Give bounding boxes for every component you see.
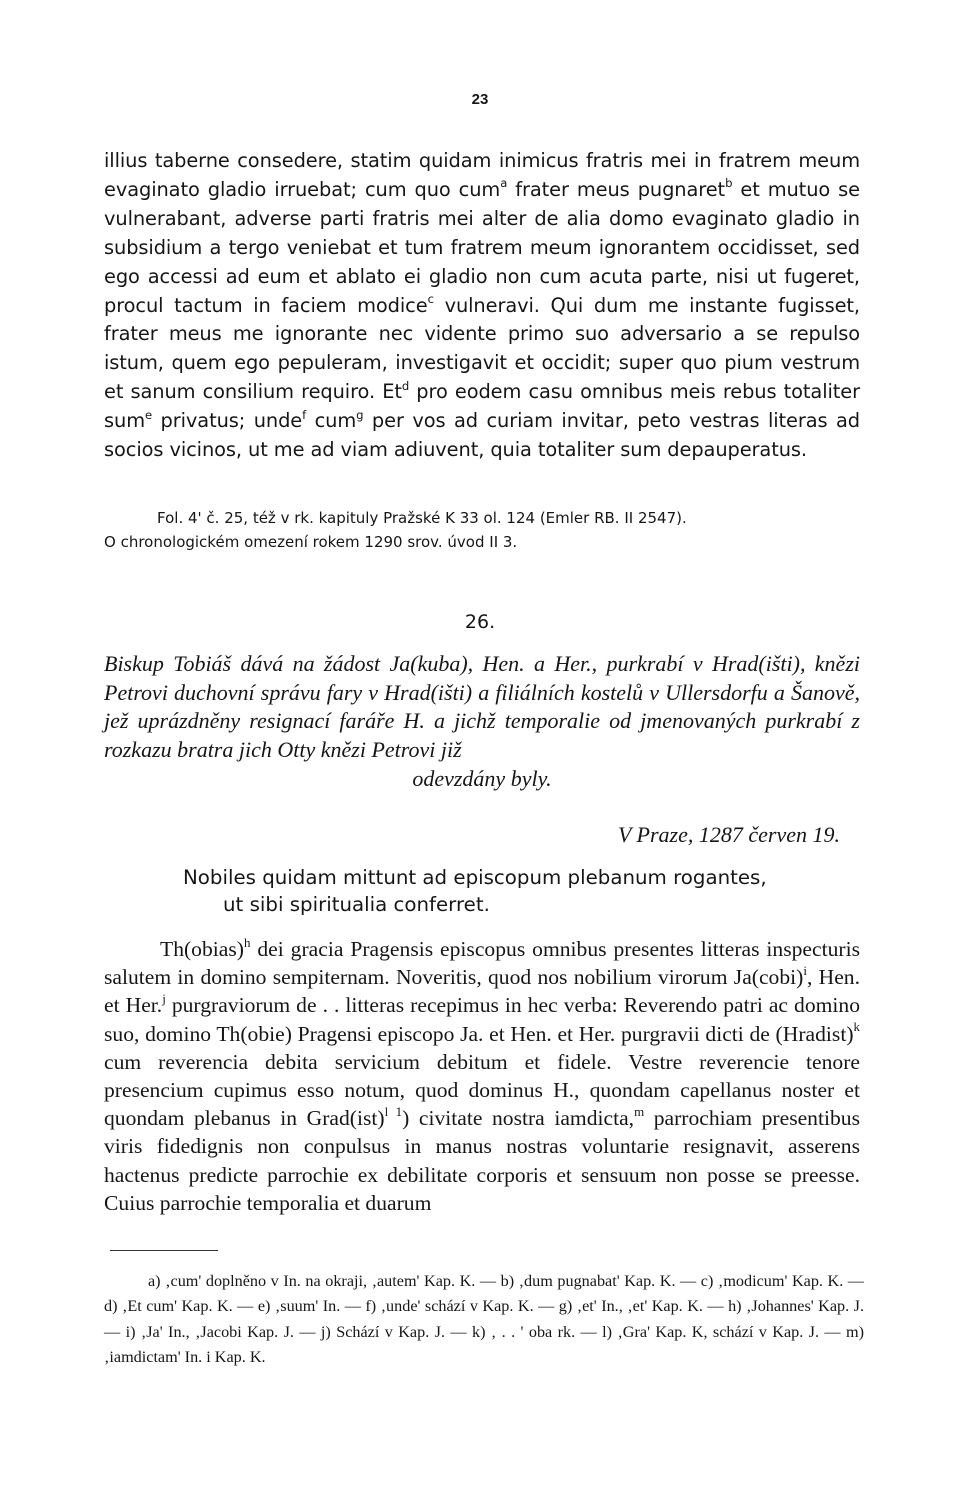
footnote-mark: f <box>302 407 307 422</box>
regest-text-end: odevzdány byly. <box>412 765 552 791</box>
source-note-line: Fol. 4' č. 25, též v rk. kapituly Pražské K 33 ol. 124 (Emler RB. II 2547). <box>157 509 687 527</box>
text-run: ) civitate nostra iamdicta, <box>402 1106 635 1131</box>
text-run: vulneravi. Qui dum me instante fugisset, frater meus me ignorante nec vidente primo suo adversario a se repulso istum, quem ego pepuleram, investigavit et occidit; super quo pium vestrum et sanum consilium requiro. Et <box>104 293 860 404</box>
charter-text <box>104 935 860 1217</box>
footnote-mark: c <box>427 291 434 306</box>
text-run: , Hen. et Her. <box>104 965 860 1018</box>
text-run: cum <box>306 409 357 433</box>
text-run: per vos ad curiam invitar, peto vestras literas ad socios vicinos, ut me ad viam adiuvent, quia totaliter sum depauperatus. <box>104 409 861 462</box>
footnotes <box>104 1269 864 1370</box>
footnote-mark: m <box>634 1103 645 1119</box>
text-run: illius taberne consedere, statim quidam inimicus fratris mei in fratrem meum evaginato gladio irruebat; cum quo cum <box>104 149 860 201</box>
text-run: parrochiam presentibus viris fidedignis non conpulsus in manus nostras voluntarie resignavit, asserens hactenus predicte parrochie ex debilitate corporis et sensuum non posse se preesse. Cuius parrochie temporalia et duarum <box>104 1106 860 1215</box>
regest-text: Biskup Tobiáš dává na žádost Ja(kuba), Hen. a Her., purkrabí v Hrad(išti), knězi Petrovi duchovní správu fary v Hrad(išti) a filiálních kostelů v Ullersdorfu a Šanově, jež uprázdněny resignací faráře H. a jichž temporalie od jmenovaných purkrabí z rozkazu bratra jich Otty knězi Petrovi již <box>104 651 860 763</box>
footnote-mark: a <box>500 176 508 191</box>
paragraph <box>104 935 860 1217</box>
footnote-mark: i <box>803 962 807 978</box>
place-date: V Praze, 1287 červen 19. <box>618 822 840 847</box>
source-note-line: O chronologickém omezení rokem 1290 srov. úvod II 3. <box>104 533 518 551</box>
footnote-mark: l 1 <box>384 1103 403 1119</box>
text-run: et mutuo se vulnerabant, adverse parti fratris mei alter de alia domo evaginato gladio in subsidium a tergo veniebat et tum fratrem meum ignorantem occidisset, sed ego accessi ad eum et ablato ei gladio non cum acuta parte, nisi ut fugeret, procul tactum in faciem modice <box>104 177 860 317</box>
latin-rubric <box>183 864 803 918</box>
text-run: dei gracia Pragensis episcopus omnibus presentes litteras inspecturis salutem in domino sempiternam. Noveritis, quod nos nobilium virorum Ja(cobi) <box>104 937 860 990</box>
paragraph <box>104 147 860 465</box>
text-run: cum reverencia debita servicium debitum et fidele. Vestre reverencie tenore presencium cupimus esso notum, quod dominus H., quondam capellanus noster et quondam plebanus in Grad(ist) <box>104 1049 860 1131</box>
footnote-mark: g <box>356 407 364 422</box>
text-run: Th(obias) <box>160 937 244 961</box>
source-note <box>104 506 864 554</box>
text-run: frater meus pugnaret <box>507 177 726 201</box>
czech-regest <box>104 650 860 794</box>
footnote-text: a) ‚cum' doplněno v In. na okraji, ‚autem' Kap. K. — b) ‚dum pugnabat' Kap. K. — c) ‚modicum' Kap. K. — d) ‚Et cum' Kap. K. — e) ‚suum' In. — f) ‚unde' schází v Kap. K. — g) ‚et' In., ‚et' Kap. K. — h) ‚Johannes' Kap. J. — i) ‚Ja' In., ‚Jacobi Kap. J. — j) Schází v Kap. J. — k) ‚ . . ' oba rk. — l) ‚Gra' Kap. K, schází v Kap. J. — m) ‚iamdictam' In. i Kap. K. <box>104 1272 864 1366</box>
text-run: purgraviorum de . . litteras recepimus in hec verba: Reverendo patri ac domino suo, domino Th(obie) Pragensi episcopo Ja. et Hen. et Her. purgravii dicti de (Hradist) <box>104 993 861 1046</box>
footnote-mark: k <box>853 1019 860 1035</box>
rubric-line: Nobiles quidam mittunt ad episcopum plebanum rogantes, <box>183 866 767 889</box>
footnote-divider <box>110 1250 218 1251</box>
footnote-mark: h <box>243 934 251 950</box>
text-run: pro eodem casu omnibus meis rebus totaliter sum <box>104 380 860 433</box>
page-number: 23 <box>471 91 489 108</box>
footnote-mark: b <box>725 176 733 191</box>
text-run: privatus; unde <box>152 409 303 433</box>
footnote-mark: j <box>162 990 166 1006</box>
document-number: 26. <box>464 611 496 633</box>
rubric-line: ut sibi spiritualia conferret. <box>223 893 490 916</box>
footnote-mark: e <box>144 407 153 422</box>
footnote-mark: d <box>401 378 410 393</box>
latin-paragraph-continuation <box>104 147 860 465</box>
